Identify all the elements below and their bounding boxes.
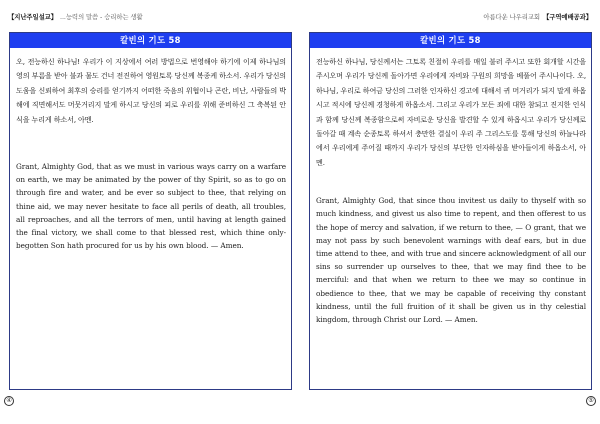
left-english-prayer: Grant, Almighty God, that as we must in various ways carry on a warfare on earth, we may be animated by the power of thy Spirit, so as to go on through fire and water, and be ever so subject to thee, that relying on thine aid, we may never hesitate to face all perils of death, all troubles, all reproaches, and all the terrors of men, until having at length gained the final victory, we shall come to that blessed rest, which thine only-begotten Son hath procured for us by his own blood. — Amen. bbox=[16, 162, 286, 251]
left-header-tag: 【지난주일설교】 bbox=[8, 13, 58, 21]
right-prayer-title: 칼빈의 기도 58 bbox=[310, 33, 591, 48]
left-running-header bbox=[8, 12, 143, 21]
left-prayer-frame bbox=[9, 32, 292, 390]
left-korean-prayer: 오, 전능하신 하나님! 우리가 이 지상에서 여러 방법으로 번영해야 하기에 이제 하나님의 영의 부름을 받아 불과 물도 건너 전진하여 영원토록 당신께 복종케 하소서. 우리가 당신의 도움을 신뢰하여 최후의 승리를 얻기까지 어떠한 죽음의 위협이나 곤란, 비난, 사람들의 박해에 직면해서도 머뭇거리지 말게 하시고 당신의 피로 우리를 위해 준비하신 그 축복된 안식을 누리게 하소서, 아멘. bbox=[16, 57, 286, 124]
right-header-tag: 【구역예배공과】 bbox=[542, 13, 592, 21]
right-page bbox=[300, 0, 600, 424]
right-header-subtitle: 아름다운 나우리교회 bbox=[483, 13, 540, 21]
right-running-header bbox=[483, 12, 592, 21]
left-header-subtitle: ...능력의 말씀 - 승리하는 생활 bbox=[60, 13, 143, 21]
right-english-prayer: Grant, Almighty God, that since thou invitest us daily to thyself with so much kindness, and givest us also time to repent, and then offerest to us the hope of mercy and salvation, if we return to thee, — O grant, that we may not pass by such benevolent warnings with deaf ears, but in due time attend to thee, and with true and sincere acknowledgment of all our sins so surrender up ourselves to thee, that we may find thee to be merciful: and that when we return to thee we may so continue in obedience to thee, that we may be capable of receiving thy constant kindness, until the full fruition of it shall be given us in thy celestial kingdom, through Christ our Lord. — Amen. bbox=[316, 196, 586, 325]
right-prayer-frame bbox=[309, 32, 592, 390]
left-prayer-title: 칼빈의 기도 58 bbox=[10, 33, 291, 48]
right-body bbox=[316, 55, 586, 326]
left-body bbox=[16, 55, 286, 252]
right-korean-prayer: 전능하신 하나님, 당신께서는 그토록 친절히 우리를 매일 불러 주시고 또한 회개할 시간을 주시오며 우리가 당신께 돌아가면 우리에게 자비와 구원의 희망을 베풀어 주시나이다. 오, 하나님, 우리로 하여금 당신의 그러한 인자하신 경고에 대해서 귀 머거리가 되지 말게 하옵시고 적시에 당신께 경청하게 하옵소서. 그리고 우리가 모든 죄에 대한 참되고 진지한 인식과 함께 당신께 복종함으로써 자비로운 당신을 발견할 수 있게 하옵시고 우리가 당신께로 돌아갈 때 계속 순종토록 하셔서 충만한 결실이 우리 주 그리스도를 통해 당신의 하늘나라에서 우리에게 주어질 때까지 우리가 당신의 부단한 인자하심을 받아들이게 하옵소서, 아멘. bbox=[316, 57, 586, 167]
right-page-number: ⑤ bbox=[586, 396, 596, 406]
left-page-number: ④ bbox=[4, 396, 14, 406]
